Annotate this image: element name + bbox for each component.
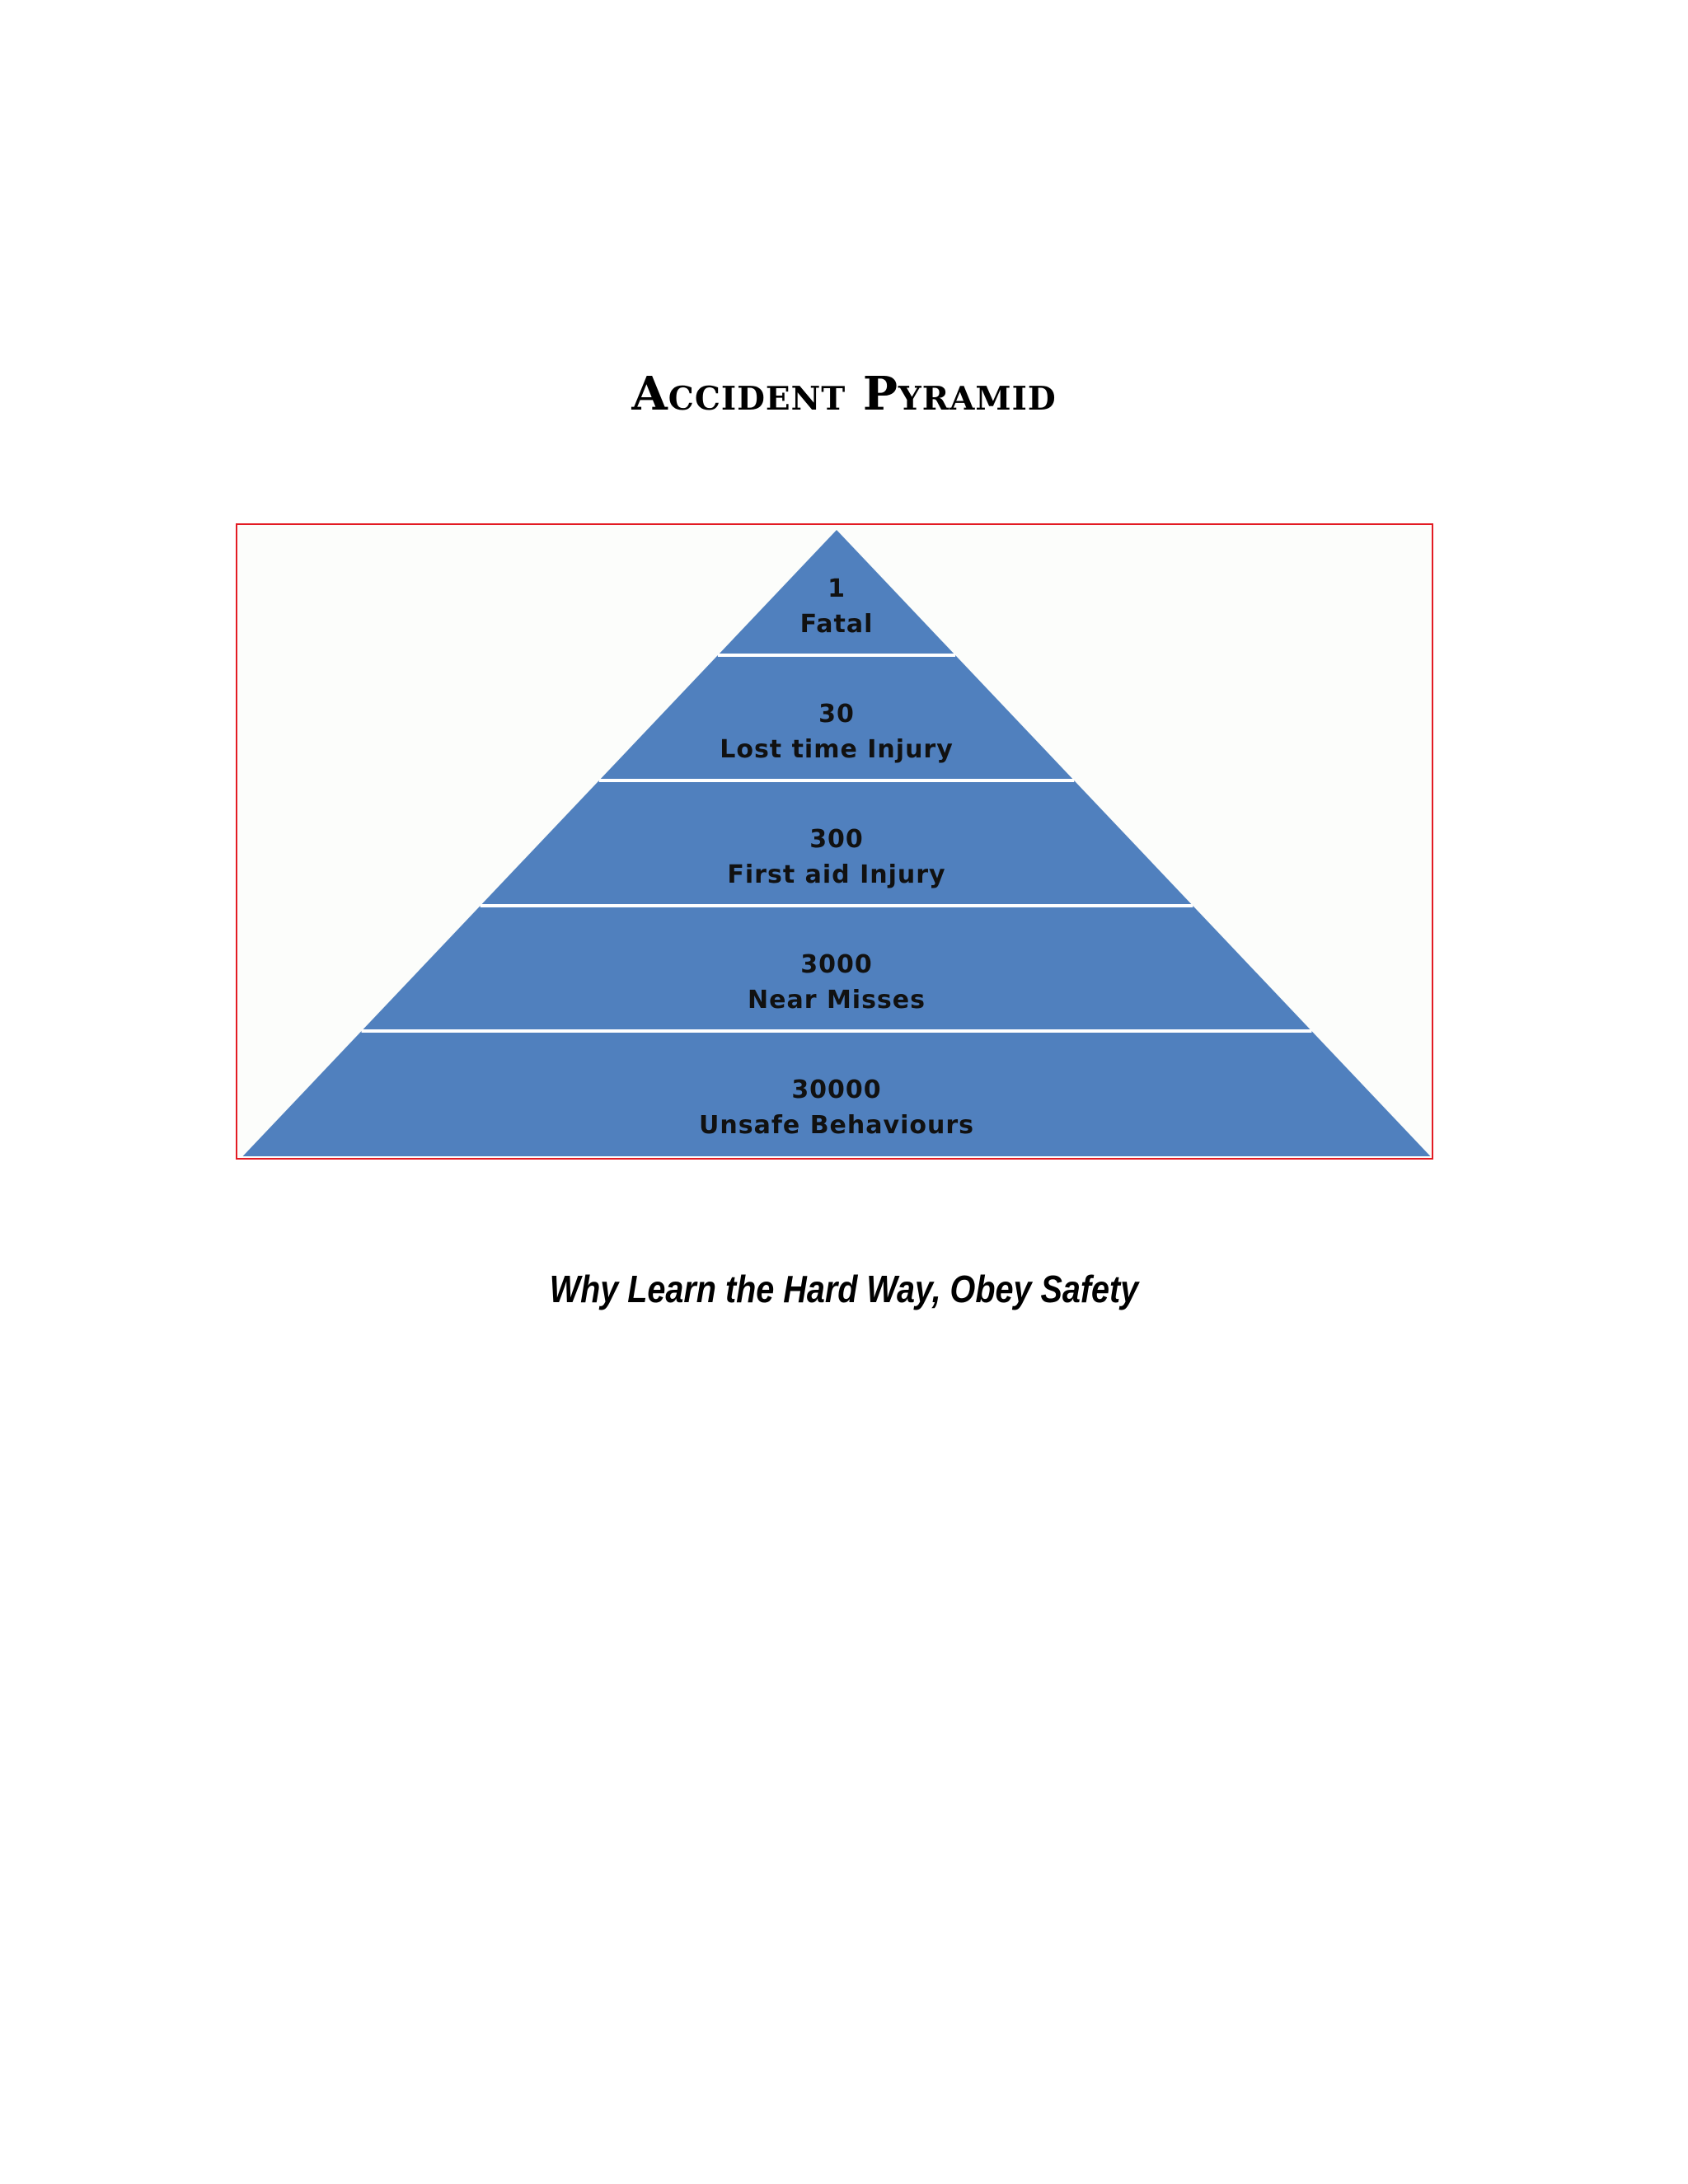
accident-pyramid-diagram xyxy=(236,523,1433,1160)
pyramid-level-label: Fatal xyxy=(799,610,874,639)
pyramid-level-label: Near Misses xyxy=(748,986,926,1015)
pyramid-level-label: Unsafe Behaviours xyxy=(699,1111,974,1140)
safety-tagline: Why Learn the Hard Way, Obey Safety xyxy=(549,1268,1139,1310)
pyramid-level-count: 1 xyxy=(828,574,846,603)
pyramid-svg xyxy=(237,525,1432,1158)
pyramid-level-count: 30000 xyxy=(791,1076,882,1104)
pyramid-level-count: 300 xyxy=(809,825,864,854)
pyramid-level-count: 3000 xyxy=(800,950,873,979)
pyramid-level-label: Lost time Injury xyxy=(720,735,954,764)
page-title: Accident Pyramid xyxy=(631,367,1057,421)
pyramid-level-label: First aid Injury xyxy=(727,860,946,889)
pyramid-level-count: 30 xyxy=(818,700,855,729)
